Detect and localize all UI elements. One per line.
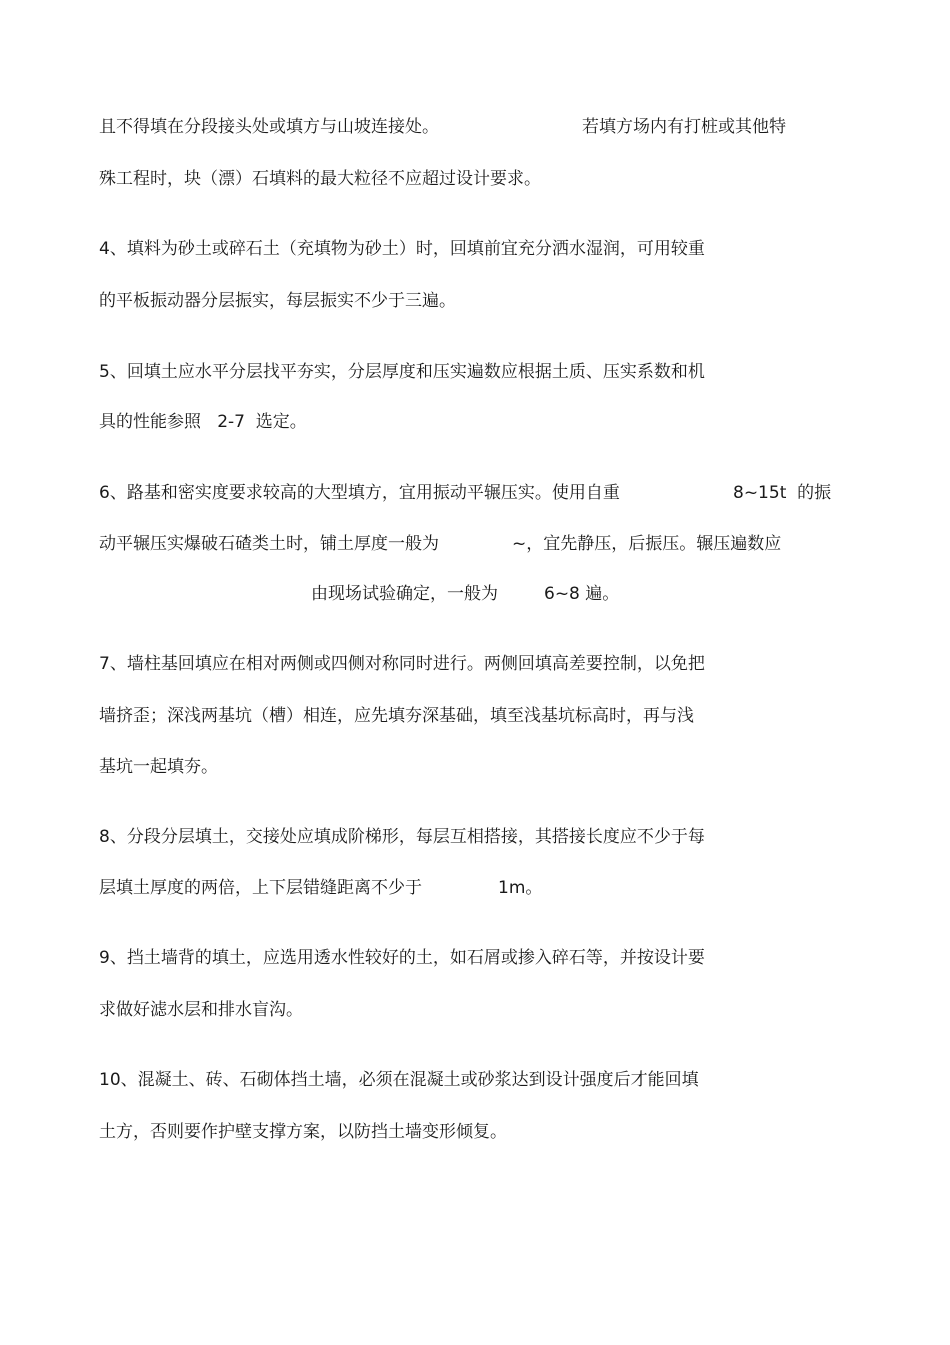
text-line: 由现场试验确定，一般为	[311, 584, 498, 604]
text-line: 基坑一起填夯。	[99, 757, 218, 777]
text-line: 1m。	[498, 878, 543, 898]
text-line: 动平辗压实爆破石碴类土时，铺土厚度一般为	[99, 534, 439, 554]
text-line: 土方，否则要作护壁支撑方案，以防挡土墙变形倾复。	[99, 1122, 507, 1142]
text-line: 7、墙柱基回填应在相对两侧或四侧对称同时进行。两侧回填高差要控制，以免把	[99, 654, 705, 674]
text-line: 8、分段分层填土，交接处应填成阶梯形，每层互相搭接，其搭接长度应不少于每	[99, 827, 705, 847]
text-line: 具的性能参照 2-7 选定。	[99, 412, 307, 432]
text-line: 4、填料为砂土或碎石土（充填物为砂土）时，回填前宜充分洒水湿润，可用较重	[99, 239, 705, 259]
text-line: 的平板振动器分层振实，每层振实不少于三遍。	[99, 291, 456, 311]
text-line: 8~15t 的振	[733, 483, 832, 503]
text-line: 墙挤歪；深浅两基坑（槽）相连，应先填夯深基础，填至浅基坑标高时，再与浅	[99, 706, 694, 726]
text-line: 若填方场内有打桩或其他特	[582, 117, 786, 137]
text-line: 10、混凝土、砖、石砌体挡土墙，必须在混凝土或砂浆达到设计强度后才能回填	[99, 1070, 699, 1090]
text-line: 求做好滤水层和排水盲沟。	[99, 1000, 303, 1020]
text-line: 层填土厚度的两倍，上下层错缝距离不少于	[99, 878, 422, 898]
text-line: 且不得填在分段接头处或填方与山坡连接处。	[99, 117, 439, 137]
text-line: ~，宜先静压，后振压。辗压遍数应	[512, 534, 782, 554]
text-line: 6、路基和密实度要求较高的大型填方，宜用振动平辗压实。使用自重	[99, 483, 620, 503]
text-line: 6~8 遍。	[544, 584, 620, 604]
text-line: 殊工程时，块（漂）石填料的最大粒径不应超过设计要求。	[99, 169, 541, 189]
text-line: 9、挡土墙背的填土，应选用透水性较好的土，如石屑或掺入碎石等，并按设计要	[99, 948, 705, 968]
text-line: 5、回填土应水平分层找平夯实，分层厚度和压实遍数应根据土质、压实系数和机	[99, 362, 705, 382]
